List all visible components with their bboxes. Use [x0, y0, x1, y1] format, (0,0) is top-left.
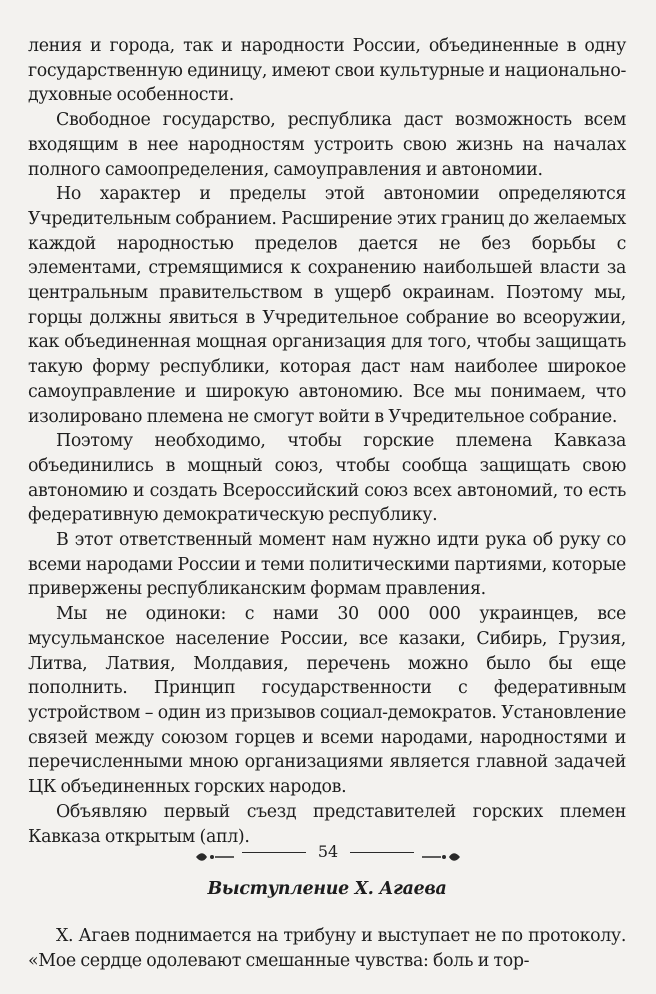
paragraph: Объявляю первый съезд представителей горских племен Кавказа открытым (апл). — [28, 801, 626, 847]
page-number: 54 — [317, 842, 339, 861]
footer-rule-left — [242, 852, 306, 853]
paragraph: Мы не одиноки: с нами 30 000 000 украинцев, все мусульманское население России, все казаки, Сибирь, Грузия, Литва, Латвия, Молдавия, перечень можно было бы еще пополнить. Принцип государственности с федеративным устройством – один из призывов социал-демократов. Установление связей между союзом горцев и всеми народами, народностями и перечисленными мною организациями является главной задачей ЦК объединенных горских народов. — [28, 604, 626, 798]
ornament-left-icon — [194, 847, 234, 857]
paragraph: ления и города, так и народности России, объединенные в одну государственную единицу, имеют свои культурные и национально-духовные особенности. — [28, 36, 626, 106]
ornament-right-icon — [422, 847, 462, 857]
section-heading: Выступление Х. Агаева — [207, 879, 447, 900]
footer-rule-right — [350, 852, 414, 853]
closing-paragraph: Х. Агаев поднимается на трибуну и выступает не по протоколу. «Мое сердце одолевают смешанные чувства: боль и тор- — [28, 925, 626, 971]
paragraph: Но характер и пределы этой автономии определяются Учредительным собранием. Расширение этих границ до желаемых каждой народностью пределов дается не без борьбы с элементами, стремящимися к сохранению наибольшей власти за центральным правительством в ущерб окраинам. Поэтому мы, горцы должны явиться в Учредительное собрание во всеоружии, как объединенная мощная организация для того, чтобы защищать такую форму республики, которая даст нам наиболее широкое самоуправление и широкую автономию. Все мы понимаем, что изолировано племена не смогут войти в Учредительное собрание. — [28, 184, 626, 427]
paragraph: Свободное государство, республика даст возможность всем входящим в нее народностям устроить свою жизнь на началах полного самоопределения, самоуправления и автономии. — [28, 110, 626, 180]
page-footer — [0, 842, 656, 862]
paragraph: В этот ответственный момент нам нужно идти рука об руку со всеми народами России и теми политическими партиями, которые привержены республиканским формам правления. — [28, 530, 626, 600]
paragraph: Поэтому необходимо, чтобы горские племена Кавказа объединились в мощный союз, чтобы сообща защищать свою автономию и создать Всероссийский союз всех автономий, то есть федеративную демократическую республику. — [28, 431, 626, 526]
